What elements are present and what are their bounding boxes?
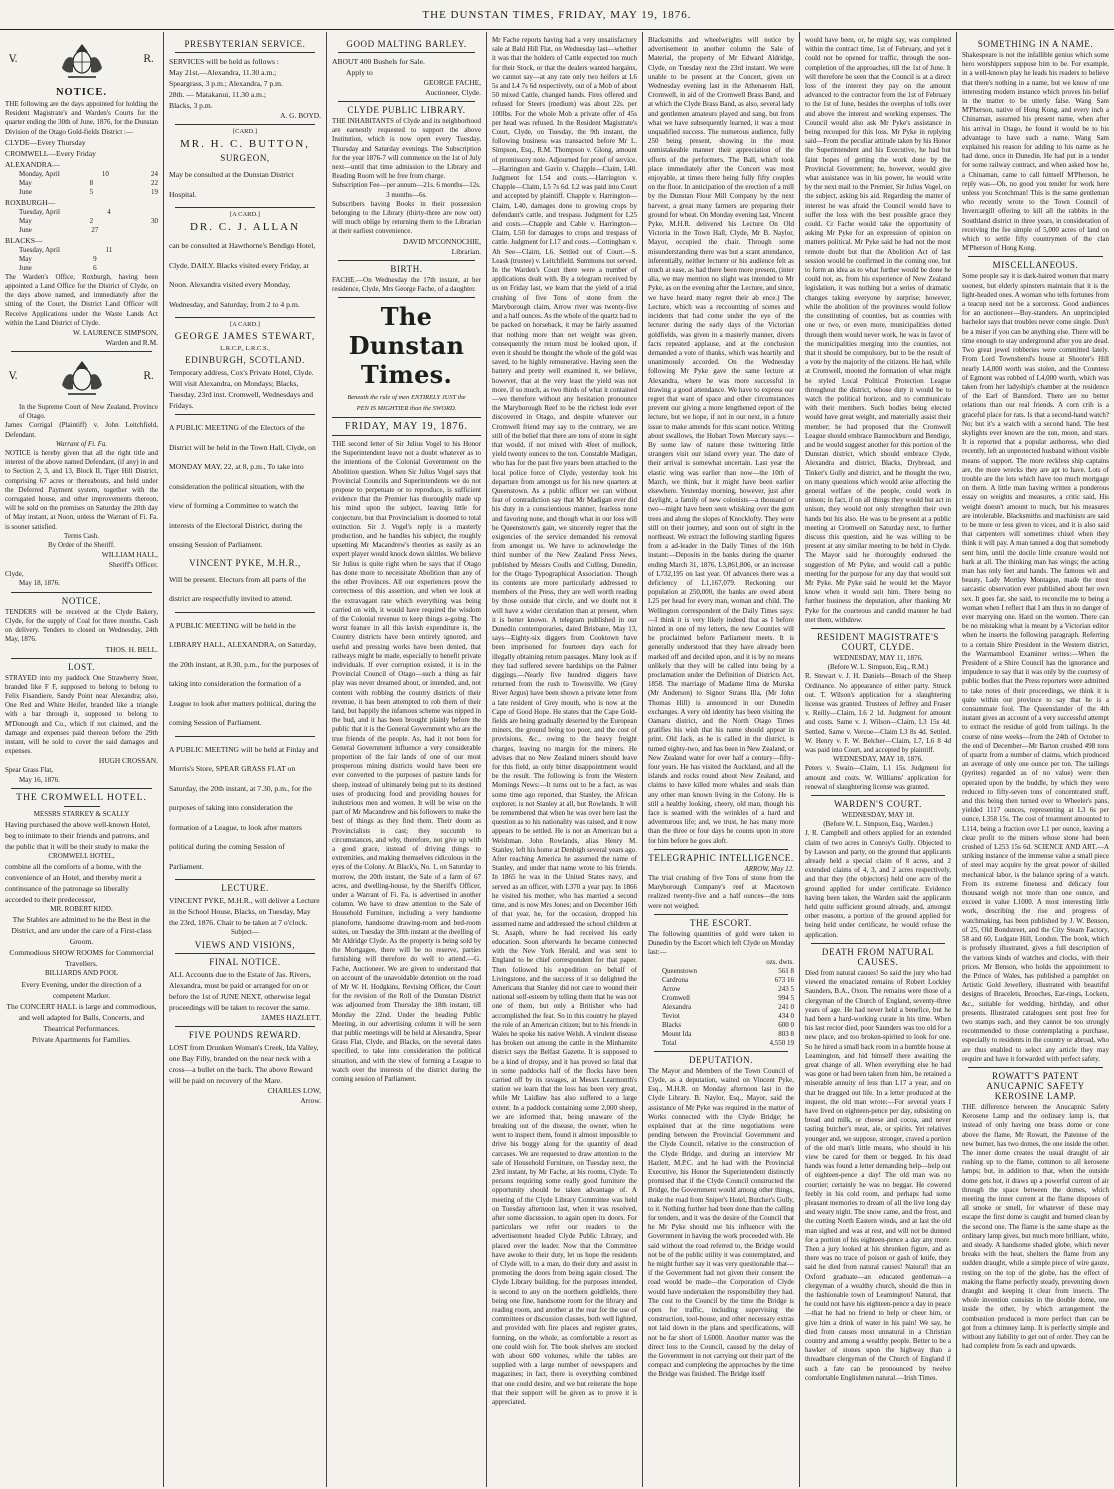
issue-dateline: FRIDAY, MAY 19, 1876. <box>332 417 481 436</box>
reward-body: LOST from Drunken Woman's Creek, Ida Valley, one Bay Filly, branded on the near neck with a cross—a bullet on the back. The above Reward will be paid on recovery of the Mare. <box>169 1043 319 1086</box>
stewart-doctor-name: GEORGE JAMES STEWART, <box>174 331 316 342</box>
crest-r: R. <box>143 54 154 65</box>
death-body: Died from natural causes! So said the jury who had viewed the emaciated remains of Robert Lockley Saunders, B.A., Oxon. The remains were those of a clergyman of the Church of England, seventy-three years of age. He had never held a benefice, but he had been a hard-working curate in his time. When his last rector died, poor Saunders was too old for a new place, and too broken-spirited to look for one. So he hired a small back room in a humble house at Leamington, and hid himself there awaiting the great change of all. When everything else he had was gone or had been taken from him, he retained a miserable annuity of less than L17 a year, and on that he dragged out life. In a letter produced at the inquest, the old man wrote:—For several years I have lived on eighteen-pence per day, subsisting on bread and milk, or cheese and cocoa, and never tasting butcher's meat, ale, or spirits. Yet relatives younger and, we suppose, stronger, craved a portion of the old man's little means, who should in his view be cared for them or begged. In his dead hands was found a letter demanding help—help out of eighteen-pence a day! The old man was no courtier; certainly he was no beggar. He cowered feebly in his cold room, and perhaps had some pleasant memories to dream of all the live long day and weary night. The snow came, and the frost, and the cutting North Eastern winds, and at last the old man sighed and was at rest, and will not be dunned for a portion of his eighteen-pence a day any more. Then a jury looked at his shrunken figure, and as there was no trace of poison or gash of knife, they said he died from natural causes! Natural! that an Oxford graduate—an educated gentleman—a clergyman of a wealthy church, should die thus in the fashionable town of Leamington! Natural, that he could not have his eighteen-pence a day in peace—that he had no friend to help or cheer him, or give him a drink of water in his pain! We say, he died from causes most unnatural in a Christian country and among a wealthy people. Better to be a hawker of stones upon the highway than a threadbare clergyman of the Church of England if such a fate can be pronounced by twelve comfortable Englishmen natural.—Irish Times. <box>805 968 951 1382</box>
alex-date-row: May 8 22 <box>19 178 158 187</box>
escort-body: The following quantities of gold were taken to Dunedin by the Escort which left Clyde on Monday last:— <box>648 929 794 957</box>
reward-place: Arrow. <box>300 1096 321 1106</box>
table-row: Blacks 600 0 <box>662 1020 794 1029</box>
table-row: Teviot 434 0 <box>662 1011 794 1020</box>
table-row: Arrow 243 5 <box>662 984 794 993</box>
escort-units: ozs. dwts. <box>766 957 794 966</box>
barley-signature: GEORGE FACHE, <box>423 78 481 87</box>
alexandra-court: ALEXANDRA— <box>5 159 60 169</box>
miscellaneous-body: Some people say it is dark-haired women that marry soonest, but elderly spinsters maintain that it is the light-headed ones. A woman who tells fortunes from a teacup need not be a sorceress. Good audiences for an auctioneer—Buy-standers. An unprincipled bachelor says that troubles never come single. Don't be a miser if you can be anything else. There will be time enough to stay underground after you are dead. Two great jewel robberies were committed lately. From Lord Townshend's house at Shooter's Hill nearly L4,000 worth was stolen, and the Countess of Egmont was robbed of L4,000 worth, which was taken from her ladyship's chamber at the residence of the Earl of Bantsford. There are no better relations than our real friends. A corn crib is a graceful place for rats. Is that a second-hand watch? No; but it's a watch with a second hand. The best skylights ever known are the sun, moon, and stars. It is reported that a popular authoress, who died recently, left an unprotected husband without visible means of support. The more reckless ship captains are, the more wrecks they are apt to have. Lots of trouble are the lots which have too much mortgage on them. A little man having written a ponderous essay on weights and measures, a critic said, His weight doesn't amount to much, but his measures are intolerable. Blacksmiths and machinists are said to be more or less given to vices, and it is also said that carpenters will sometimes chisel when they think it will pay. A man tanned a dog that somebody sent him, until the docile little creature would not bark at all. The thinking man has wings; the acting man has only feet and hands. The famous wit and beauty, Lady Mortley Montague, made the most sarcastic observation ever published about her own sex. It goes far, she said, to reconcile me to being a woman when I reflect that I am thus in no danger of ever marrying one. Hard on the women. There can be no mistaking what is meant by a Victorian editor when he inserts the following paragraph. Referring to a certain Shire President in the Western district, the Warrnambool Examiner writes:—When the President of a Shire Council has the ignorance and impudence to say that it was only by the courtesy of public bodies that the Press reporters were admitted to take notes of their proceedings, we think it is quite within our province to say that he is a consummate fool. The Queenslander of the 4th instant gives an account of a very successful attempt to extract the residue of gold from tailings. In the course of nine weeks—from the 24th of October to the end of December—Mr Barton crushed 498 tons of quartz from a number of claims, which produced an average of only one ounce per ton. The tailings (pyrites) regarded as of no value) were then operated upon by the buddle, by which they were reduced to fifty-seven tons of concentrated stuff, and this being then turned over to Wheeler's pans, yielded 1117 ounces, representing at L3 6s per ounce, L358 15s. The cost of treatment amounted to L114, being a fraction over L1 per ounce, leaving a clear profit to the miners whose stone had been crushed of L253 15s 6d. SCIENCE AND ART.—A striking instance of the immense value a small piece of steel may acquire by the great power of skilled mechanical labor, is the balance spring of a watch. From its extreme fineness and delicacy four thousand weigh not more than one ounce, and exceed in value L1000. A most interesting little work, describing the rise and progress of watchmaking, has been published by J. W. Benson, of 25, Old Bondstreet, and the City Steam Factory, 58 and 60, Ludgate Hill, London. The book, which is profusely illustrated, gives a full description of the various kinds of watches and clocks, with their prices. Mr Benson, who holds the appointment to the Prince of Wales, has published a pamphlet on Artistic Gold Jewellery, illustrated with beautiful designs of Bracelets, Brooches, Ear-rings, Lockets, &c., suitable for wedding, birthday, and other presents. Illustrated catalogues sent post free for two stamps each, and they cannot be too strongly recommended to those contemplating a purchase, especially to residents in the country or abroad, who are thus enabled to select any article they may require and have it forwarded with perfect safety. <box>962 272 1109 1063</box>
masthead-title: THE DUNSTAN TIMES, FRIDAY, MAY 19, 1876. <box>422 9 692 21</box>
sheriff-place: Clyde, <box>5 570 24 579</box>
lamp-heading: ROWATT'S PATENT ANUCAPNIC SAFETY KEROSINE LAMP. <box>986 1070 1085 1101</box>
lecture-subject-title: VIEWS AND VISIONS, <box>194 940 296 951</box>
wardens-court-before: (Before W. L. Simpson, Esq., Warden.) <box>823 820 933 829</box>
warden-signature: W. LAURENCE SIMPSON, <box>72 328 158 338</box>
allan-doctor-name: DR. C. J. ALLAN <box>189 221 301 233</box>
alex-date-row: Monday, April 10 24 <box>19 169 158 178</box>
hotel-show-rooms: Commodious SHOW ROOMS for Commercial Travellers. <box>9 948 154 969</box>
court-days-notice: THE following are the days appointed for holding the Resident Magistrate's and Warden's Courts for the quarter ending the 30th of June, 1876, for the Dunstan Division of the Otago Gold-fields District :— <box>5 100 158 136</box>
warrant-label: Warrant of Fi. Fa. <box>55 439 108 448</box>
rmc-heading: RESIDENT MAGISTRATE'S COURT, CLYDE. <box>817 632 939 652</box>
masthead <box>0 0 1114 30</box>
crest-v: V. <box>9 54 18 65</box>
blacks-court: BLACKS— <box>5 235 43 245</box>
notice-heading: NOTICE. <box>55 87 108 98</box>
deputation-continued: would have been, or, he might say, was completed within the contract time, 1st of February, and yet it could not be opened for traffic, through the non-completion of the approaches, till the 1st of June. It will therefore be seen that the Council is at a direct loss of the interest they pay on the amount advanced to the contractor from the 1st of February to the 1st of June, besides the overplus of tolls over and above the interest and working expenses. The Council would also ask Mr Pyke's assistance in being recouped for this loss. Mr Pyke in replying said—From the peculiar attitude taken by his Honor the Superintendent and his Executive, he had but faint hopes of getting the work done by the Provincial Government; he, however, would give what assistance was in his power, he would write by the next mail to the Premier, Sir Julius Vogel, on the subject, asking his aid. Regarding the matter of interest he was afraid the Council would have to suffer the loss with the best possible grace they could. Cr Fache would take the opportunity of asking Mr Pyke for an expression of opinion on matters political. Mr Pyke said he had not the most remote doubt but that the Abolition Act of last session would be confirmed in the coming one, but to form an idea as to what further would be done he could not, as, from his experience of New Zealand legislation, it was nothing but a series of dramatic changes taking everyone by surprise; however, while the abolition of the provinces would follow the constituting of counties, but as counties with one or two, or even more, municipalities dotted through them would never work, he was in favor of the municipalities merging into the counties, not that it should be compulsory, but to be the result of a vote by the majority of the citizens. He had, while at Cromwell, mooted the formation of what might be styled Local Political Protection League throughout the district, whose duty it would be to watch the political horizon, and to communicate with their members. Such bodies being elected would have great weight, and materially assist their member; he had proposed that the Cromwell League should embrace Bannockburn and Bendigo, and he would suggest another for this portion of the Dunstan district, which should embrace Clyde, Alexandra and district, Blacks, Drybread, and Tinker's Gully and district, and he thought the two, on many questions which would arise affecting the general welfare of the people, could work in unison; in fact, if on all things they would but act in unison, they would not only strengthen their own hands but his also. He was to be present at a public meeting at Cromwell on Saturday next, to further discuss this question, and he was willing to be present at any similar meeting to be held in Clyde. The Mayor said he thoroughly endorsed the suggestion of Mr Pyke, and would call a public meeting for the purpose for any day that would suit Mr Pyke. Mr Pyke said he would let the Mayor know when it would suit him. There being no further business the deputation, after thanking Mr Pyke for the courteous and candid manner he had met them, withdrew. <box>805 36 951 624</box>
royal-crest <box>5 38 158 84</box>
clyde-court: CLYDE—Every Thursday <box>5 137 86 147</box>
lost-date: May 16, 1876. <box>19 775 60 784</box>
by-order: By Order of the Sheriff. <box>48 541 115 550</box>
motto-line-1: Beneath the rule of men ENTIRELY JUST the <box>347 394 466 402</box>
hotel-name: CROMWELL HOTEL, <box>48 851 115 860</box>
telegraphic-heading: TELEGRAPHIC INTELLIGENCE. <box>648 852 794 863</box>
sheriff-signature: WILLIAM HALL, <box>101 550 158 560</box>
something-in-a-name-body: Shakespeare is not the infallible genius which some hero worshippers suppose him to be. For example, in a well-known play he leads his readers to believe that there's nothing in a name, but we know of one interesting modern instance which proves his belief in the matter to be utterly false. Wang Sam M'Pherson, native of Hong Kong, and every inch a Chinaman, assumed his present name, when after his arrival in Otago, he found it would be to his advantage to have such a name. Wang Sam explained his reason for adding to his name as he had done, once in Dunedin. He had put in a tender for some railway contract, and when asked how he, a Chinaman, came to call himself M'Pherson, he reply was—Oh, no good you tender for work here unless you Scotchman! This is the same gentleman who recently wrote to the Town Council of Invercargill offering to kill all the rabbits in the Southland district in three years, in consideration of receiving the fee simple of 5,000 acres of land on which to settle fifty countrymen of the clan M'Pherson of Hong Kong. <box>962 51 1109 253</box>
card-label: [A CARD.] <box>230 211 260 218</box>
library-body-2: Subscribers having Books in their possession belonging to the Library (thirty-three are now out) will much oblige by returning them to the Librarian at their earliest convenience. <box>332 199 481 236</box>
barley-title: Auctioneer, Clyde. <box>425 88 481 97</box>
stewart-body: Temporary address, Cox's Private Hotel, Clyde. Will visit Alexandra, on Mondays; Blacks, Tuesday, 23rd inst. Cromwell, Wednesdays and Fridays. <box>169 368 314 410</box>
final-notice-signature: JAMES HAZLETT. <box>261 1013 321 1023</box>
newspaper-columns <box>0 32 1114 1487</box>
presbyterian-line: Speargrass, 3 p.m.; Alexandra, 7 p.m. <box>169 79 283 88</box>
hotel-body: Having purchased the above well-known Hotel, beg to intimate to their friends and patrons, and the public that it will be their study to make the <box>5 819 151 851</box>
presbyterian-line: 28th. — Matakanui, 11.30 a.m.; <box>169 90 266 99</box>
warden-title: Warden and R.M. <box>105 338 158 348</box>
wardens-court-body: J. R. Campbell and others applied for an extended claim of two acres in Conroy's Gully. Objected to by Lawson and party, on the ground that applicants already held a special claim of 8 acres, and 2 extended claims of 4, 3, and 2 acres respectively, and that they (the objectors) held one acre of the ground applied for under certificate. Evidence having been taken, the Warden said the applicants held quite sufficient ground already, and, amongst other reasons, a portion of the ground applied for being held under certificate, he would refuse the application. <box>805 829 951 939</box>
library-fees: Subscription Fee—per annum—21s. 6 months—12s. 3 months—6s. <box>332 181 481 199</box>
table-row: Cromwell 994 5 <box>662 993 794 1002</box>
case-parties: James Corrigal (Plaintiff) v. John Leitchfield, Defendant. <box>5 421 158 439</box>
wardens-court-heading: WARDEN'S COURT. <box>834 799 922 810</box>
royal-coat-of-arms-icon <box>56 38 108 82</box>
final-notice-heading: FINAL NOTICE. <box>209 957 281 968</box>
public-meeting-clyde: A PUBLIC MEETING of the Electors of the District will be held in the Town Hall, Clyde, on MONDAY MAY, 22, at 8, p.m., To take into consideration the political situation, with the view of forming a Committee to watch the interests of the Electoral District, during the ensuing Session of Parliament. <box>169 423 316 549</box>
pyke-body: Will be present. Electors from all parts of the district are respectfully invited to attend. <box>169 574 306 603</box>
tender-notice: TENDERS will be received at the Clyde Bakery, Clyde, for the supply of Coal for three months. Cash on delivery. Tenders to closed on Wednesday, 24th May, 1876. <box>5 607 158 644</box>
blacks-date-row: June 6 <box>19 263 97 272</box>
hotel-stables: The Stables are admitted to be the Best in the District, and are under the care of a First-class Groom. <box>11 915 152 947</box>
library-title: Librarian. <box>451 246 481 256</box>
lost-signature: HUGH CROSSAN. <box>98 756 158 766</box>
barley-body: ABOUT 400 Bushels for Sale. <box>332 57 425 66</box>
lost-heading: LOST. <box>67 661 96 672</box>
sheriff-title: Sheriff's Officer. <box>108 560 158 570</box>
rmc-body-1: R. Stewart v. J. H. Daniels—Breach of the Sheep Ordinance. No appearance of either party. Struck out. T. Wilson's application for a slaughtering license was granted. Trustees of Jeffrey and Fraser v. Reilly—Claim, L6 2 1d. Judgment for amount and costs. Same v. J. Wilson—Claim, L3 15s 4d. Settled. Same v. Vercoe—Claim L3 8s 4d. Settled. W. Henry v. F. W. Belcher—Claim, L7, L6 8 4d was paid into Court, and accepted by plaintiff. <box>805 672 951 755</box>
final-notice-body: ALL Accounts due to the Estate of Jas. Rivers, Alexandra, must be paid or arranged for on or before the 1st of JUNE NEXT, otherwise legal proceedings will be taken to recover the same. <box>169 970 311 1013</box>
barley-apply: Apply to <box>346 68 373 77</box>
rmc-body-2: Peters v. Swain—Claim, L1 15s. Judgment for amount and costs. W. Williams' application for renewal of slaughtering license was granted. <box>805 764 951 791</box>
lamp-body: THE difference between the Anucapnic Safety Kerosene Lamp and the ordinary lamp is, that instead of only having one brass dome or cone above the flame, Mr Rowatt, the Patentee of the new burner, has two domes, the one inside the other. The inner dome creates the usual draught of air rushing up to the flame, common to all kerosene lamps; but, in addition to that, when the outside dome gets hot, it draws up a powerful current of air through the space between the domes, which meeting the inner current at the flame disposes of all smoke or smell, for whatever of these may escape the first dome is caught and burned clean by the second one. The flame is the same shape as the ordinary lamp gives, but much more brilliant, white, and steady. A handsome shaded globe, which never breaks with the heat, shelters the flame from any sudden draught, while a simple piece of wire gauze, resting on the top of the globe, has the effect of making the flame perfectly steady, preventing down draught and keeping it clear from insects. The whole invention consists in the double dome, one inside the other, by which arrangement the combustion produced is more perfect than can be got from a chimney lamp. It is perfectly simple and without any liability to get out of order. They can be had complete from 5s each and upwards. <box>962 1102 1109 1351</box>
tender-notice-heading: NOTICE. <box>61 595 102 606</box>
deputation-heading: DEPUTATION. <box>688 1054 754 1065</box>
library-heading: CLYDE PUBLIC LIBRARY. <box>347 105 466 115</box>
hotel-billiards-2: Every Evening, under the direction of a competent Marker. <box>21 979 142 1000</box>
rmc-date-2: WEDNESDAY, MAY 18, 1876. <box>833 755 923 764</box>
lost-place: Spear Grass Flat, <box>5 766 54 775</box>
deputation-body: The Mayor and Members of the Town Council of Clyde, as a deputation, waited on Vincent Pyke, Esq., M.H.R. on Monday afternoon last in the Clyde Library. B. Naylor, Esq., Mayor, said the assistance of Mr Pyke was required in the matter of Works connected with the Clyde Bridge; he explained that at the time negotiations were pending between the Provincial Government and the Clyde Council, relative to the construction of the Clyde Bridge, and during an interview Mr Hazlett, M.P.C. and he had with the Provincial Executive, his Honor the Superintendent distinctly promised that if the Clyde Council constructed the Bridge, the Government would among other things, make the road from Sniper's Hotel, Butcher's Gully, to it. Nothing further had been done than the calling for tenders, and it was the desire of the Council that he Mr Pyke should use his influence with the Government in having the work proceeded with. He said without the road referred to, the Bridge would not be of the public utility it was contemplated, and he might further say it was very questionable that—if the Government had not given their consent the road would be made—the Corporation of Clyde would have undertaken the responsibility they had. The cost to the Council by the time the Bridge is open for traffic, including supervising the construction, tool-house, and other necessary extras not laid down in the plans and specifications, will not be far short of L6000. Another matter was the direct loss to the Council, caused by the delay of the Government in not carrying out their part of the compact and completing the approaches by the time the Bridge was finished. The Bridge itself <box>648 1066 794 1379</box>
miscellaneous-heading: MISCELLANEOUS. <box>992 260 1079 271</box>
public-meeting-alexandra: A PUBLIC MEETING will be held in the LIBRARY HALL, ALEXANDRA, on Saturday, the 20th instant, at 8.30, p.m., for the purposes of taking into consideration the formation of a League to look after matters political, during the coming Session of Parliament. <box>169 620 319 727</box>
public-meeting-spear-grass: A PUBLIC MEETING will be held at Finlay and Morris's Store, SPEAR GRASS FLAT on Saturday, the 20th instant, at 7.30, p.m., for the purposes of taking into consideration the formation of a League, to look after matters political during the coming Session of Parliament. <box>169 744 319 871</box>
rmc-date-1: WEDNESDAY, MAY 11, 1876. <box>833 654 923 662</box>
presbyterian-line: May 21st.—Alexandra, 11.30 a.m.; <box>169 68 277 77</box>
hotel-private-apartments: Private Apartments for Families. <box>31 1034 132 1044</box>
local-news: Mr Fache reports having had a very unsatisfactory sale at Bald Hill Flat, on Wednesday last—whether it was that the holders of Cattle expected too much for their Stock, or that the dealers wanted bargains, we cannot say—at any rate only two heifers at L6 5s and L4 7s 6d respectively, out of a Mob of about 50 mixed Cattle, changed hands. Fires offered and refused for Steers (medium) was about 22s. per 100lbs. For the whole Mob a private offer of 45s per head was refused. In the Resident Magistrate's Court, Clyde, on Tuesday, the 9th instant, the following business was transacted before Mr L. Simpson, Esq., R.M. Thompson v. Glong, amount of promissory note. Adjourned for proof of service.—Harrington and Gavin v. Chapple—Claim, L40. Judgment for L54 and costs.—Harrington v. Chapple—Claim, L5 7s 6d. L2 was paid into Court and accepted by plaintiff. Chapple v. Harrington—Claim, L40, damages done to growing crops by defendant's cattle, and trespass. Judgment for L25 and costs.—Chapple and Cable v. Harrington—Claim, L50 for damages to crops and trespass of cattle. Judgment for L17 and costs.—Cottingham v. Ah See—Claim, L6. Settled out of Court.—S. Leask (trustee) v. Leitchfield. Summons not served. In the Warden's Court there were a number of applications dealt with. By a telegram received by us on Friday last, we learn that the yield of a trial crushing of five Tons of stone from the Maryborough claim, Arrow river was twenty-five and a half ounces. As the whole of the quartz had to be packed on horseback, it may be fairly assumed that nothing more than net weight was given, consequently the return must be looked upon, if even it should be thought the whole of the gold was saved, to be highly remunerative. Having seen the battery and pretty well examined it, we believe, however, that at the very least the yield was not more, if so much, as two thirds of what it contained—we therefore without any hesitation pronounce the Maryborough Reef to be the richest lode ever discovered in Otago, and despite whatever our Cromwell friend may say to the contrary, we are still of the belief that there are tons of stone in sight that would, if not mixed with 4feet of mullock, yield twenty ounces to the ton. Constable Madigan, who has for the past five years been attached to the local police force of Clyde, yesterday took his departure from amongst us for his new quarters at Queenstown. As a public officer we can without fear of contradiction say that Mr Madigan ever did his duty in a conscientious manner, fearless none and favoring none, and though what in our loss will be Queenstown's gain, we sincerely regret that the exigencies of the service demanded his removal from amongst us. We have to acknowledge the third number of the New Zealand Press News, published by Messrs Coulls and Culling, Dunedin, for the Otago Typographical Association. Though its contents are more particularly addressed to members of the Press, they are well worth reading by those outside that circle, and we doubt not it will have a wider circulation than at present, when it is better known. A telegram published in our Dunedin contemporaries, dated Brisbane, May 13, says—Eighty-six diggers from Cooktown have been imprisoned for fourteen days each for illegally obtaining return passages. Many look as if they had suffered severe hardships on the Palmer diggings.—Nearly five hundred diggers have returned from the rush to Townsville. We (Grey River Argus) have been shown a private letter from a late resident of Grey mouth, who is now at the Cape of Good Hope. He states that the Cape Gold-fields are being gradually deserted by the European miners, the ground being too poor, and the cost of provisions, &c., owing to the heavy freight charges, leaving no margin for the miners. He advises that no New Zealand miners should leave for this field, as only bitter disappointment would be the result. The following is from the Western Mornings News:—It turns out to be a fact, as was some time ago reported, that Stanley, the African explorer, is not Stanley at all, but Rowlands. It will be remembered that when he was over here last the question as to his nationality was raised, and it now appears to be settled. He is not an American but a Welshman. John Rowlands, alias Henry M. Stanley, left his home at Denbigh several years ago. After reaching America he assumed the name of Stanley, and under that name wrote to his friends. In 1865 he was in the United States navy, and served as an officer, with L370 a year pay. In 1866 he visited his mother, who has married a second time, and is now Mrs Jones; and on December 16th of that year, he, for the occasion, dropped his assumed name and addressed the school children at St. Asaph, where he had received his early education. Soon afterwards he became connected with the New York Herald, and was sent to England to be chief correspondent for that paper. Then followed his expedition on behalf of Livingstone, and the success of it so delighted the Americans that Stanley did not care to wound their national self-esteem by telling them that he was not one of them, but only a Britisher who had accomplished the feat. So in this country he played the role of an American citizen; but to his friends in Wales he spoke his native Welsh. A virulent disease has broken out among the cattle in the Minhamite district says the Belfast Gazette. It is supposed to be a kind of dropsy, and it has proved so fatal that in some paddocks half of the flocks have been carried off by its ravages, at Messrs Learmonth's station we learn that the loss has been very great, while Mr Laidlaw has also suffered to a large extent. In a paddock containing some 2,000 sheep, we are informed that, being unaware of the breaking out of the disease, the owner, when he went to inspect them, found it almost impossible to drive his boggy along for the quantity of dead carcases. We are requested to draw attention to the sale of Household Furniture, on Tuesday next, the 23rd instant, by Mr Fache, at his rooms, Clyde. To persons requiring some really good furniture the opportunity should be taken advantage of. A meeting of the Clyde Library Committee was held on Tuesday afternoon last, when it was resolved, after some discussion, to again open its doors. For particulars we refer our readers to the advertisement headed Clyde Public Library, and placed over the leader. Now that the Committee have awoke to their duty, let us hope the residents of Clyde will, to a man, do their duty and assist in promoting the doors from being again closed. The Clyde Library building, for the purposes intended, is second to any on the northern goldfields, there being one fine, handsome room for the library and reading room, and another at the rear for the use of committees or discussion classes, both well lighted, and provided with fire places and register grates, forming, on the whole, as comfortable a resort as one could wish for. The book shelves are stocked with about 600 volumes, while the tables are supplied with a large number of newspapers and magazines; in fact, there is everything combined that one could desire, and we but reiterate the hope that their support will be given as to prove it is appreciated. <box>492 36 638 1407</box>
supreme-court-intro: In the Supreme Court of New Zealand, Province of Otago. <box>19 403 158 421</box>
sheriff-date: May 18, 1876. <box>19 579 60 588</box>
telegraphic-body: The trial crushing of five Tons of stone from the Maryborough Company's reef at Macetown realized twenty-five and a half ounces—the tons were not weighed. <box>648 874 794 910</box>
blacks-date-row: May 9 <box>19 254 97 263</box>
hotel-concert-hall: The CONCERT HALL is large and commodious, and well adapted for Balls, Concerts, and Theatrical Performances. <box>6 1001 157 1033</box>
reward-signature: CHARLES LOW, <box>267 1086 321 1096</box>
birth-body: FACHE.—On Wednesday the 17th instant, at her residence, Clyde, Mrs George Fache, of a daughter. <box>332 275 481 293</box>
column-3 <box>327 32 487 1487</box>
table-row: Alexandra 241 0 <box>662 1002 794 1011</box>
rox-date-row: May 2 30 <box>19 216 158 225</box>
button-body: May be consulted at the Dunstan District Hospital. <box>169 170 294 199</box>
barley-heading: GOOD MALTING BARLEY. <box>346 39 467 49</box>
column-4 <box>487 32 643 1487</box>
stray-steer-notice: STRAYED into my paddock One Strawberry Steer, branded like F F, supposed to belong to belong to Felix Fisandiere, Sandy Point near Alexandra; also, One Red and White Heifer, branded like a triangle with a bar through it, supposed to belong to M'Donough and Co., which if not claimed, and the damage and expenses paid thereon before the 29th instant, will be sold to cover the said damages and expenses. <box>5 673 158 756</box>
tender-signature: THOS. H. BELL. <box>105 644 158 654</box>
wardens-office-notice: The Warden's Office, Roxburgh, having been appointed a Land Office for the District of Clyde, on the days above named, and immediately after the sitting of the Court, the District Land Officer will Receive Applications under the Waste Lands Act within the Land District of Clyde. <box>5 272 158 327</box>
presbyterian-heading: PRESBYTERIAN SERVICE. <box>184 39 306 49</box>
column-1 <box>0 32 164 1487</box>
stewart-qualifications: L.R.C.P., L.R.C.S., <box>220 345 270 352</box>
telegraphic-place: ARROW, May 12. <box>744 864 794 873</box>
leading-article: THE second letter of Sir Julius Vogel to his Honor the Superintendent leave not a doubt whatever as to the intentions of the Colonial Government on the Abolition question. When Sir Julius Vogel says that Provincial Councils and Superintendents we do not propose to perpetuate or to reproduce, is sufficient evidence that the Premier has thoroughly made up his mind upon the subject, leaving little for conjecture, but that Provincialism is doomed to total extinction. Sir J. Vogel's reply is a masterly production, and he handles his subject, the roughly upsetting Mr Macandrew's theories as easily as an expert player would knock down skittles. We believe Sir Julius is quite right when he says that if Otago has done more to necessitate Abolition than any of the other Provinces. All our experiences prove the correctness of this assertion, and when we look at the extravagant rate which everything was being carried on with, it would have required the wisdom of the Colonial revenue to keep things a-going. The worst feature in all this lavish expenditure is, the Country districts have been entirely ignored, and useful and pressing works have been denied, that railways might be made, especially to benefit private individuals. If ever corruption existed, it is in the Provincial Council of Otago—such a thing as fair play was never dreamed about, or intended, and, not content with robbing the country districts of their revenue, it has been attempted to rob them of their land, but happily the infamous scheme was nipped in the bud, and it has been brought plainly before the public that it is the General Government who are the true friends of the people. As, had it not been for General Government influence a very considerable proportion of the fair lands of one of our most prosperous mining districts would have been ere ever converted to the purposes of pasture lands for sheep, instead of ultimately being put to its destined uses of producing food and providing houses for industrious men and women. It will be wise on the part of Mr Macandrew and his followers to make the best of things as they find them. Their doom as Provincialists is cast; they succumb to circumstances, and why, therefore, not give up with a good grace, instead of driving things to extremities, and making themselves ridiculous in the eyes of the Colony. At Black's, No. 1, on Saturday to morrow, the 20th instant, the Sale of a farm of 67 acres, and dwelling-house, by the Sheriff's Officer, under a Warrant of Fi. Fa. is advertised in another column. We have to draw attention to the Sale of Household Furniture, including a very handsome pianoforte, handsome drawing-room and bed-room suites, on Tuesday the 30th instant at the dwelling of Mr Aldridge Clyde. As the property is being sold by the Mortgagee, there will be no reserve, parties furnishing will therefore do well to attend.—G. Fache, Auctioneer. We are given to understand that on account of the unavoidable detention on the road of Mr W. H. Hodgkins, Revising Officer, the Court for the revision of the Roll of the Dunstan District was adjourned from Thursday the 18th instant, till Monday the 22nd. Under the heading Public Meeting, in our advertising column it will be seen that public meetings will be held at Alexandra, Spear Grass Flat, Clyde, and Blacks, on the several dates specified, to take into consideration the political situation, and with the view of forming a League to watch over the interests of the district during the coming session of Parliament. <box>332 440 481 1084</box>
column-6 <box>800 32 957 1487</box>
rox-date-row: Tuesday, April 4 <box>19 207 111 216</box>
blacks-date-row: Tuesday, April 11 <box>19 245 113 254</box>
stewart-place: EDINBURGH, SCOTLAND. <box>185 355 305 365</box>
lecture-subject: Subject— <box>231 928 259 936</box>
royal-crest-2: V. R. <box>5 355 158 401</box>
card-label: [A CARD.] <box>230 321 260 328</box>
escort-heading: THE ESCORT. <box>690 917 752 928</box>
birth-heading: BIRTH. <box>390 263 423 274</box>
allan-body: can be consulted at Hawthorne's Bendigo Hotel, Clyde, DAILY. Blacks visited every Friday, at Noon. Alexandra visited every Monday, Wednesday, and Saturday, from 2 to 4 p.m. <box>169 241 316 309</box>
sheriff-sale-notice: NOTICE is hereby given that all the right title and interest of the above named Defendant, (if any) in and to Section 2, 3, and 13, Block II, Tiger Hill District, comprising 67 acres or thereabouts, and held under the Deferred Payment system, together with the corrugated house, and other improvements thereon, will be sold on the premises on Saturday the 20th day of May instant, at Noon, unless the Warrant of Fi. Fa. is sooner satisfied. <box>5 449 158 531</box>
local-news-2: Blacksmiths and wheelwrights will notice by advertisement in another column the Sale of Material, the property of Mr Edward Aldridge, Clyde, on Tuesday next the 23rd instant. We were unable to be present at the Concert, given on Wednesday evening last in the Athenaeum Hall, Cromwell, in aid of the Cromwell Brass Band, and at which the Clyde Brass Band, as also, several lady and gentlemen amateurs played and sang, but from what we have subsequently learned, it was a most unqualified success. The numerous audience, fully 250 being present, showing in the most unmistakeable manner their appreciation of the efforts of the performers. The Ball, which took place immediately after the Concert was most enjoyable, at times there being fully fifty couples on the floor. In anticipation of the erection of a mill by the Dunstan Flour Mill Company by the next harvest, a great many farmers are preparing their ground for wheat. On Monday evening last, Vincent Pyke, M.H.R. delivered his Lecture On Old Victoria in the Town Hall, Clyde, Mr B. Naylor, Mayor, occupied the chair. Through some misunderstanding there was but a scant attendance, inferentially, neither lecturer or his audience felt as much at ease, as had there been more present, (inter alia, we may mention no slight was intended to Mr Pyke, as on the evening after the Lecture, and since, we have heard many regret their ab ence.) The Lecture, which was a reccounting of scenes and incidents that had come under the eye of the lecturer during the early days of the Victorian goldfields, was given in a masterly manner, divers facts repeated applause, and at the conclusion demanded a vote of thanks, which was heartily and unanimously accorded. On the Wednesday following Mr Pyke gave the same lecture at Alexandra, where he was more successful in drawing a good attendance. We have to express our regret that want of space and other circumstances prevent our giving a more lengthened report of the lecture, but we hope, if not in our next, in a future issue to make amends for this scant notice. Writing about swallows, the Hobart Town Mercury says:—By some law of nature these twittering little strangers visit our island every year. The date of their arrival is somewhat uncertain. Last year the elastic wing was earlier than now—the 10th of March, we think, but it might have been earlier elsewhere. Yesterday morning, however, just after daylight, a family of new colonists—a thousand or two—might have been seen whisking over the gum trees and along the slopes of Knocklofty. They were still on their journey, and soon out of sight in the northeast. We extract the following startling figures from a ad-leader in the Daily Times of the 16th instant:—Deposits in the banks during the quarter ending March 31, 1876, L3,861,806, or an increase of L732,195 on last year. Of advances there was a deficiency of L1,167,079. Reckoning our population at 250,000, the banks are owed about L25 per head for every man, woman and child. The Wellington correspondent of the Daily Times says:—I think it is very likely indeed that as I before hinted in one of my letters, the new Counties will be proclaimed before Parliament meets. It is generally understood that they have already been marked off and decided upon, and it is by no means unlikely that they will be called into being by a proclamation under the Definition of Districts Act, 1858. The marriage of Madame Ilma de Murska (Mr Anderson) to Signor Strans Illa, (Mr John Thomas Hill) is announced in our Dunedin exchanges. A very old identity has been visiting the Oamaru district, and the North Otago Times gratifies his wish that his name should appear in print. Old Jack, as he is called in the district, is turned eighty-two, and has been in New Zealand, or New Zealand water for over half a century—fifty-four years. He has visited the Auckland, and all the islands and rocks round about New Zealand, and claims to have killed more whales and seals than any other man known living in the Colony. He is still a healthy looking, cheery, old man, though his face is seamed with the wrinkles of a hard and adventurous life; and, we trust, he has many more than the three or four days he counts upon in store for him before he goes aloft. <box>648 36 794 845</box>
presbyterian-line: Blacks, 3 p.m. <box>169 101 213 110</box>
library-body: THE INHABITANTS of Clyde and its neighborhood are earnestly requested to support the above Institution, which is now open every Tuesday, Thursday and Saturday evenings. The Subscription for the year 1876-7 will commence on the 1st of July next—until that time admission to the Library and Reading Room will be free from charge. <box>332 117 481 181</box>
lecture-heading: LECTURE. <box>221 883 269 893</box>
wardens-court-date: WEDNESDAY, MAY 18. <box>841 811 915 820</box>
motto-line-2: PEN IS MIGHTIER than the SWORD. <box>356 405 457 413</box>
something-in-a-name-heading: SOMETHING IN A NAME. <box>977 39 1094 49</box>
column-2 <box>164 32 327 1487</box>
hotel-predecessor: MR. ROBERT KIDD. <box>50 905 113 914</box>
table-row: Cardrona 673 16 <box>662 975 794 984</box>
hotel-billiards: BILLIARDS AND POOL <box>44 969 119 978</box>
pyke-name: VINCENT PYKE, M.H.R., <box>189 557 301 568</box>
reward-heading: FIVE POUNDS REWARD. <box>188 1030 302 1041</box>
card-label: [CARD.] <box>232 128 257 135</box>
newspaper-title: The Dunstan Times. <box>348 302 465 390</box>
escort-table <box>648 967 794 1048</box>
alex-date-row: June 5 19 <box>19 187 158 196</box>
button-title: SURGEON, <box>220 153 270 163</box>
presbyterian-signature: A. G. BOYD. <box>280 111 321 120</box>
library-signature: DAVID M'CONNOCHIE, <box>403 236 481 246</box>
column-7 <box>957 32 1114 1487</box>
rmc-before-1: (Before W. L. Simpson, Esq., R.M.) <box>827 663 929 672</box>
escort-total-row: Total 4,550 19 <box>662 1038 794 1047</box>
presbyterian-body: SERVICES will be held as follows : <box>169 57 279 66</box>
roxburgh-court: ROXBURGH— <box>5 197 56 207</box>
royal-coat-of-arms-icon <box>56 355 108 399</box>
table-row: Mount Ida 803 8 <box>662 1029 794 1038</box>
table-row: Queenstown 561 8 <box>662 966 794 975</box>
terms-cash: Terms Cash. <box>64 531 99 540</box>
rox-date-row: June 27 <box>19 225 99 234</box>
newspaper-flag <box>332 302 481 389</box>
button-surgeon-name: MR. H. C. BUTTON, <box>179 138 311 150</box>
cromwell-court: CROMWELL—Every Friday <box>5 148 96 158</box>
cromwell-hotel-heading: THE CROMWELL HOTEL. <box>16 791 147 803</box>
death-heading: DEATH FROM NATURAL CAUSES. <box>821 946 935 967</box>
column-5 <box>643 32 800 1487</box>
lecture-body: VINCENT PYKE, M.H.R., will deliver a Lecture in the School House, Blacks, on Tuesday, May the 23rd, 1876. Chair to be taken at 7 o'clock. <box>169 896 320 927</box>
hotel-body-2: combine all the comforts of a home, with the convenience of an Hotel, and thereby merit a continuance of the patronage so liberally accorded to their predecessor, <box>5 862 142 905</box>
hotel-owners: MESSRS STARKEY & SCALLY <box>33 809 130 818</box>
